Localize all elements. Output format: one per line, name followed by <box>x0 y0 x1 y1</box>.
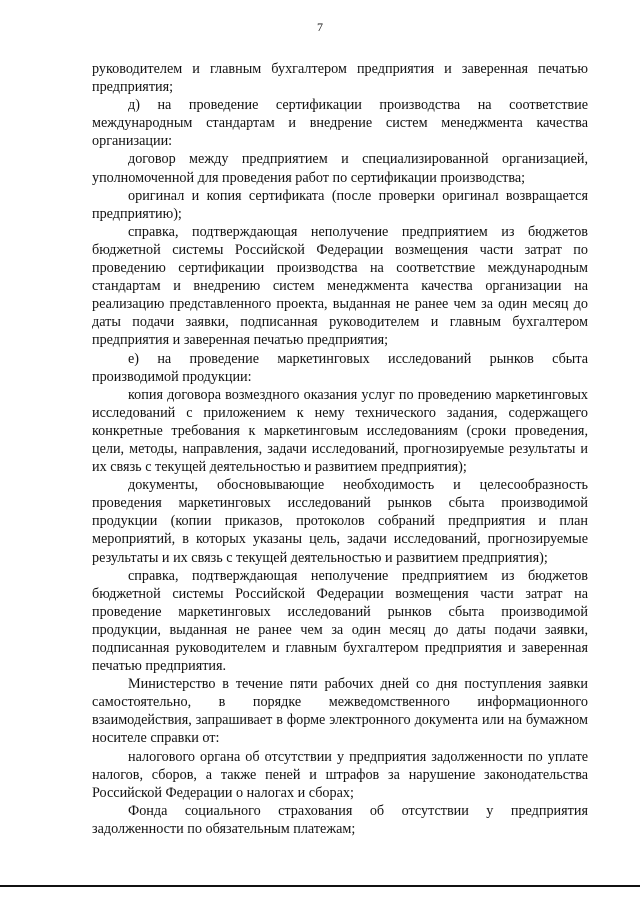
paragraph: Фонда социального страхования об отсутствии у предприятия задолженности по обязательным платежам; <box>92 802 588 837</box>
paragraph: справка, подтверждающая неполучение предприятием из бюджетов бюджетной системы Российской Федерации возмещения части затрат на проведение маркетинговых исследований рынков сбыта производимой продукции, выданная не ранее чем за один месяц до даты подачи заявки, подписанная руководителем и главным бухгалтером предприятия и заверенная печатью предприятия. <box>92 567 588 675</box>
paragraph: руководителем и главным бухгалтером предприятия и заверенная печатью предприятия; <box>92 61 588 96</box>
paragraph: е) на проведение маркетинговых исследований рынков сбыта производимой продукции: <box>92 350 588 385</box>
paragraph: договор между предприятием и специализированной организацией, уполномоченной для проведения работ по сертификации производства; <box>92 151 588 186</box>
paragraph: документы, обосновывающие необходимость и целесообразность проведения маркетинговых исследований рынков сбыта производимой продукции (копии приказов, протоколов собраний предприятия и план мероприятий, в которых указаны цель, задачи исследований, прогнозируемые результаты и их связь с текущей деятельностью и развитием предприятия); <box>92 477 588 566</box>
paragraph: оригинал и копия сертификата (после проверки оригинал возвращается предприятию); <box>92 187 588 222</box>
paragraph: налогового органа об отсутствии у предприятия задолженности по уплате налогов, сборов, а также пеней и штрафов за нарушение законодательства Российской Федерации о налогах и сборах; <box>92 748 588 801</box>
page-number: 7 <box>317 20 323 34</box>
paragraph: копия договора возмездного оказания услуг по проведению маркетинговых исследований с приложением к нему технического задания, содержащего конкретные требования к маркетинговым исследованиям (сроки проведения, цели, методы, направления, задачи исследований, прогнозируемые результаты и их связь с текущей деятельностью и развитием предприятия); <box>92 386 588 476</box>
paragraph: справка, подтверждающая неполучение предприятием из бюджетов бюджетной системы Российской Федерации возмещения части затрат по проведению сертификации производства на соответствие международным стандартам и внедрению систем менеджмента качества организации на реализацию представленного проекта, выданная не ранее чем за один месяц до даты подачи заявки, подписанная руководителем и главным бухгалтером предприятия и заверенная печатью предприятия; <box>92 223 588 349</box>
paragraph: д) на проведение сертификации производства на соответствие международным стандартам и внедрение систем менеджмента качества организации: <box>92 97 588 150</box>
paragraph: Министерство в течение пяти рабочих дней со дня поступления заявки самостоятельно, в порядке межведомственного информационного взаимодействия, запрашивает в форме электронного документа или на бумажном носителе справки от: <box>92 676 588 747</box>
document-body <box>92 60 588 838</box>
page-bottom-rule <box>0 885 640 887</box>
